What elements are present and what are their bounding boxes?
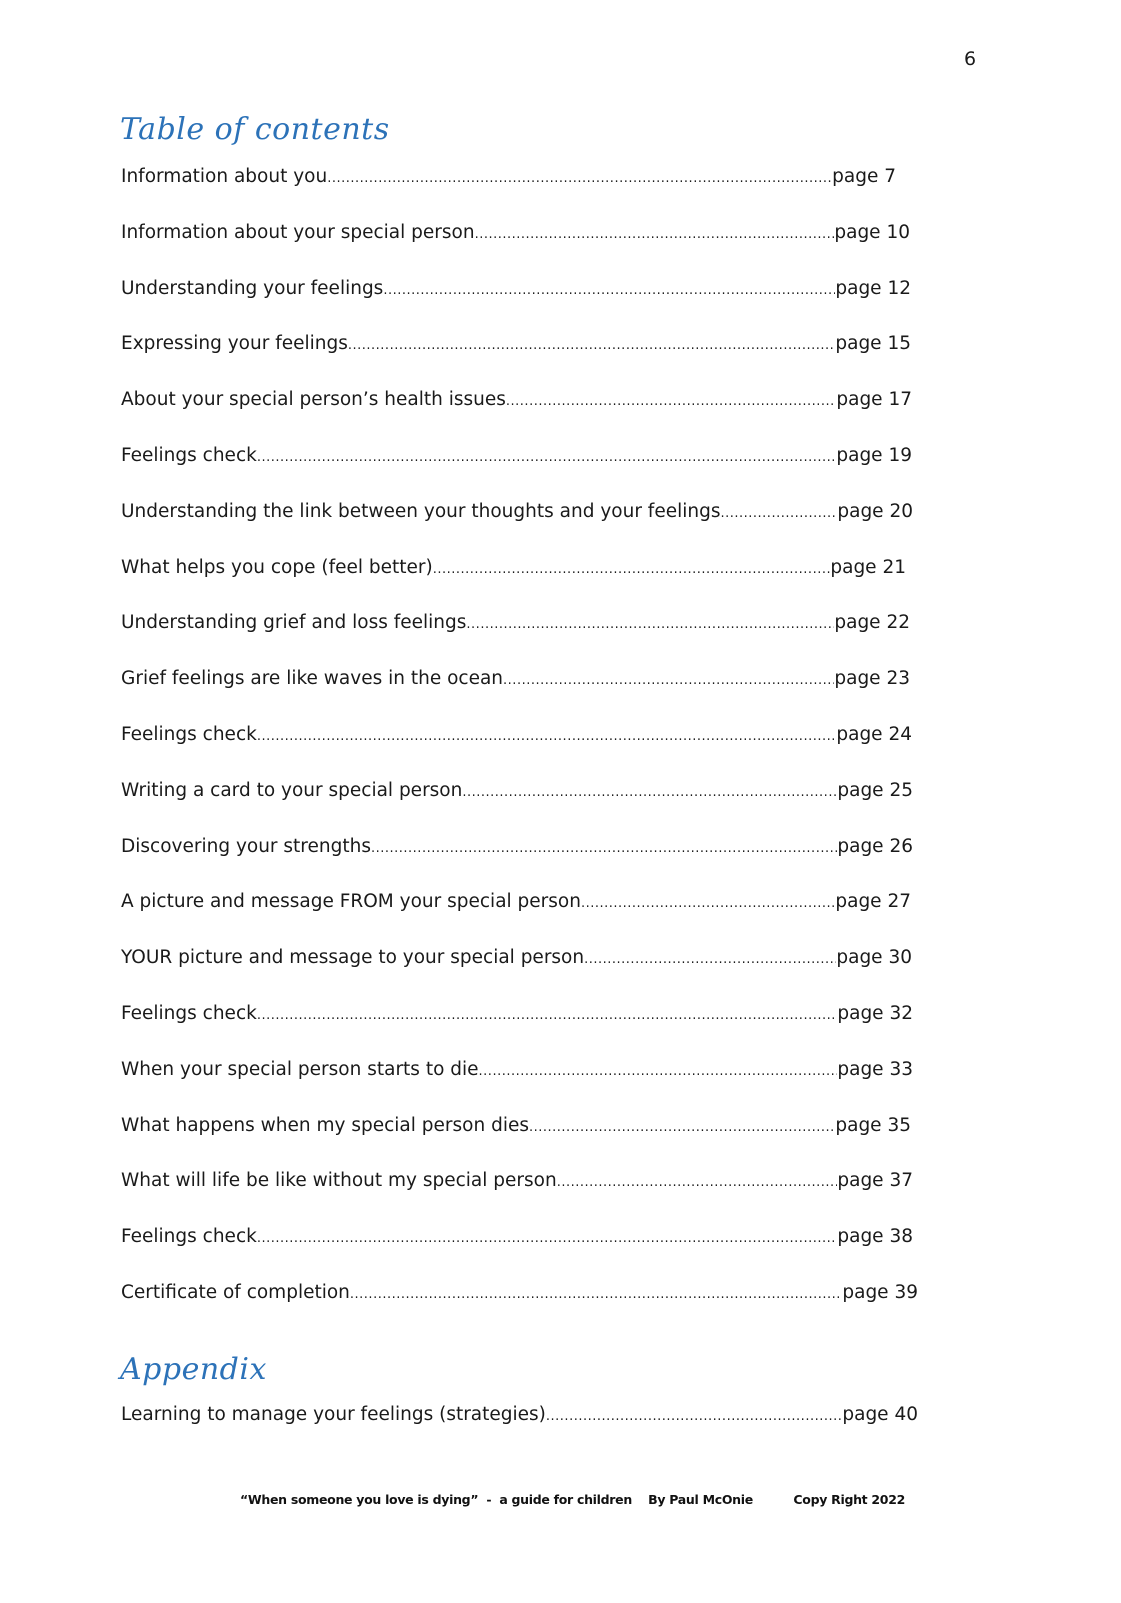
- toc-entry-title: Feelings check: [121, 1002, 257, 1024]
- toc-leader-dots: [257, 450, 837, 465]
- toc-leader-dots: [506, 394, 836, 409]
- toc-entry-page: page 20: [837, 500, 913, 522]
- toc-entry-title: Grief feelings are like waves in the ocean: [121, 668, 504, 690]
- toc-entry-page: page 21: [830, 556, 906, 578]
- toc-entry-page: page 10: [834, 221, 910, 243]
- toc-entry-title: Feelings check: [121, 723, 257, 745]
- toc-entry-title: Information about your special person: [121, 221, 475, 243]
- toc-heading: Table of contents: [120, 112, 390, 147]
- toc-leader-dots: [257, 1008, 838, 1023]
- toc-leader-dots: [327, 171, 832, 186]
- toc-entry-page: page 26: [837, 835, 913, 857]
- toc-entry: [121, 333, 911, 389]
- toc-entry: [121, 836, 913, 892]
- toc-leader-dots: [529, 1120, 835, 1135]
- toc-entry: [121, 891, 911, 947]
- toc-entry: [121, 1059, 913, 1115]
- toc-entry-page: page 24: [836, 723, 912, 745]
- toc-entry: [121, 1404, 918, 1460]
- toc-entry-page: page 32: [837, 1002, 913, 1024]
- toc-leader-dots: [383, 283, 835, 298]
- toc-leader-dots: [371, 841, 837, 856]
- toc-leader-dots: [348, 338, 835, 353]
- toc-leader-dots: [584, 952, 836, 967]
- toc-entry-title: What will life be like without my special person: [121, 1170, 557, 1192]
- toc-entry-title: Information about you: [121, 166, 328, 187]
- page-number: 6: [964, 48, 977, 70]
- toc-entry-page: page 7: [832, 166, 896, 187]
- toc-leader-dots: [546, 1409, 842, 1424]
- toc-entry-title: Expressing your feelings: [121, 333, 348, 355]
- toc-entry-title: What helps you cope (feel better): [121, 556, 433, 578]
- toc-leader-dots: [503, 673, 834, 688]
- toc-entry: [121, 947, 912, 1003]
- toc-leader-dots: [350, 1287, 842, 1302]
- toc-entry-page: page 12: [835, 277, 911, 299]
- toc-entry: [121, 668, 910, 724]
- toc-entry: [121, 166, 896, 222]
- toc-entry: [121, 278, 911, 334]
- toc-entry-title: About your special person’s health issues: [121, 389, 506, 411]
- toc-entry-page: page 33: [837, 1058, 913, 1080]
- toc-leader-dots: [466, 617, 834, 632]
- toc-entry: [121, 389, 912, 445]
- toc-entry-title: Writing a card to your special person: [121, 779, 463, 801]
- toc-leader-dots: [479, 1064, 838, 1079]
- appendix-heading: Appendix: [120, 1352, 267, 1387]
- toc-entry: [121, 1170, 913, 1226]
- toc-entry-page: page 17: [836, 389, 912, 411]
- toc-leader-dots: [475, 227, 835, 242]
- toc-leader-dots: [557, 1175, 838, 1190]
- toc-leader-dots: [433, 562, 831, 577]
- toc-entry: [121, 557, 906, 613]
- toc-leader-dots: [257, 1231, 838, 1246]
- toc-entry-page: page 37: [837, 1170, 913, 1192]
- toc-entry: [121, 501, 913, 557]
- toc-entry: [121, 780, 913, 836]
- toc-leader-dots: [257, 729, 837, 744]
- toc-leader-dots: [581, 896, 835, 911]
- appendix-list: [121, 1404, 918, 1460]
- toc-entry-page: page 40: [842, 1404, 918, 1425]
- toc-entry-title: What happens when my special person dies: [121, 1114, 529, 1136]
- toc-entry-page: page 30: [836, 947, 912, 969]
- toc-entry-page: page 35: [835, 1114, 911, 1136]
- toc-entry-page: page 23: [834, 668, 910, 690]
- toc-entry-page: page 15: [835, 333, 911, 355]
- toc-entry-page: page 22: [834, 612, 910, 634]
- toc-entry-page: page 19: [836, 444, 912, 466]
- toc-entry: [121, 445, 912, 501]
- footer-text: “When someone you love is dying” - a guide for children By Paul McOnie Copy Right 2022: [240, 1492, 906, 1507]
- toc-leader-dots: [720, 506, 837, 521]
- toc-entry: [121, 612, 910, 668]
- toc-entry-title: Feelings check: [121, 444, 257, 466]
- toc-entry-title: Understanding grief and loss feelings: [121, 612, 467, 634]
- toc-entry-page: page 38: [837, 1226, 913, 1248]
- toc-entry-title: A picture and message FROM your special person: [121, 891, 581, 913]
- toc-entry-title: Understanding the link between your thoughts and your feelings: [121, 500, 721, 522]
- toc-leader-dots: [462, 785, 837, 800]
- toc-entry: [121, 222, 910, 278]
- toc-entry-title: Feelings check: [121, 1226, 257, 1248]
- toc-entry-title: Learning to manage your feelings (strategies): [121, 1404, 546, 1425]
- toc-entry-title: YOUR picture and message to your special person: [121, 947, 585, 969]
- toc-entry: [121, 1003, 913, 1059]
- toc-entry-title: Understanding your feelings: [121, 277, 384, 299]
- toc-entry: [121, 1226, 913, 1282]
- toc-entry-page: page 27: [835, 891, 911, 913]
- toc-entry-page: page 25: [837, 779, 913, 801]
- toc-entry-title: Certificate of completion: [121, 1281, 350, 1303]
- toc-entry: [121, 1115, 911, 1171]
- toc-list: [121, 166, 918, 1338]
- toc-entry: [121, 724, 912, 780]
- toc-entry-title: Discovering your strengths: [121, 835, 371, 857]
- toc-entry-title: When your special person starts to die: [121, 1058, 479, 1080]
- toc-entry-page: page 39: [842, 1281, 918, 1303]
- toc-entry: [121, 1282, 918, 1338]
